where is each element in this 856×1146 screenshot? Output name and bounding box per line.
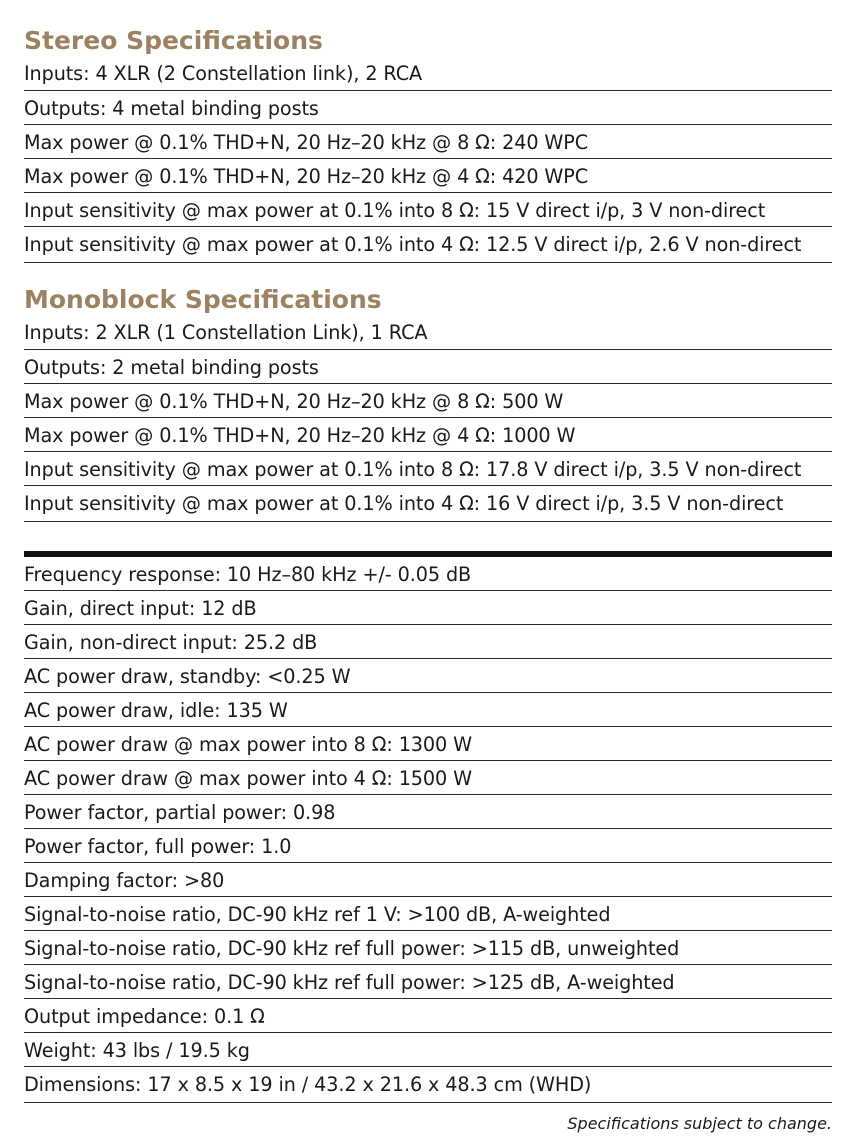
monoblock-section-title: Monoblock Specifications	[24, 285, 382, 314]
spec-row: Max power @ 0.1% THD+N, 20 Hz–20 kHz @ 8 Ω: 240 WPC	[24, 125, 832, 159]
spec-sheet	[24, 0, 832, 1133]
spec-row: Inputs: 4 XLR (2 Constellation link), 2 RCA	[24, 56, 832, 91]
spec-row: Input sensitivity @ max power at 0.1% into 8 Ω: 17.8 V direct i/p, 3.5 V non-direct	[24, 452, 832, 486]
spec-row: Signal-to-noise ratio, DC-90 kHz ref 1 V: >100 dB, A-weighted	[24, 897, 832, 931]
spec-row: Output impedance: 0.1 Ω	[24, 999, 832, 1033]
spec-row: Input sensitivity @ max power at 0.1% into 8 Ω: 15 V direct i/p, 3 V non-direct	[24, 193, 832, 227]
spec-row: Damping factor: >80	[24, 863, 832, 897]
spec-row: Inputs: 2 XLR (1 Constellation Link), 1 RCA	[24, 315, 832, 350]
footnote: Specifications subject to change.	[567, 1114, 832, 1133]
spec-row: Gain, direct input: 12 dB	[24, 591, 832, 625]
spec-row: Max power @ 0.1% THD+N, 20 Hz–20 kHz @ 4 Ω: 1000 W	[24, 418, 832, 452]
spec-row: Weight: 43 lbs / 19.5 kg	[24, 1033, 832, 1067]
spec-row: AC power draw @ max power into 4 Ω: 1500 W	[24, 761, 832, 795]
spec-row: Input sensitivity @ max power at 0.1% into 4 Ω: 16 V direct i/p, 3.5 V non-direct	[24, 486, 832, 522]
spec-row: Outputs: 4 metal binding posts	[24, 91, 832, 125]
spec-row: Input sensitivity @ max power at 0.1% into 4 Ω: 12.5 V direct i/p, 2.6 V non-direct	[24, 227, 832, 263]
general-spec-list	[24, 557, 832, 1103]
spec-row: Power factor, partial power: 0.98	[24, 795, 832, 829]
spec-row: AC power draw @ max power into 8 Ω: 1300 W	[24, 727, 832, 761]
spec-row: Max power @ 0.1% THD+N, 20 Hz–20 kHz @ 4 Ω: 420 WPC	[24, 159, 832, 193]
spec-row: Power factor, full power: 1.0	[24, 829, 832, 863]
stereo-spec-list	[24, 56, 832, 263]
spec-row: Gain, non-direct input: 25.2 dB	[24, 625, 832, 659]
spec-row: Dimensions: 17 x 8.5 x 19 in / 43.2 x 21.6 x 48.3 cm (WHD)	[24, 1067, 832, 1103]
spec-row: Max power @ 0.1% THD+N, 20 Hz–20 kHz @ 8 Ω: 500 W	[24, 384, 832, 418]
spec-row: Signal-to-noise ratio, DC-90 kHz ref full power: >125 dB, A-weighted	[24, 965, 832, 999]
spec-row: AC power draw, idle: 135 W	[24, 693, 832, 727]
spec-row: Outputs: 2 metal binding posts	[24, 350, 832, 384]
spec-row: AC power draw, standby: <0.25 W	[24, 659, 832, 693]
stereo-section-title: Stereo Specifications	[24, 26, 323, 55]
monoblock-spec-list	[24, 315, 832, 522]
spec-row: Frequency response: 10 Hz–80 kHz +/- 0.05 dB	[24, 557, 832, 591]
spec-row: Signal-to-noise ratio, DC-90 kHz ref full power: >115 dB, unweighted	[24, 931, 832, 965]
